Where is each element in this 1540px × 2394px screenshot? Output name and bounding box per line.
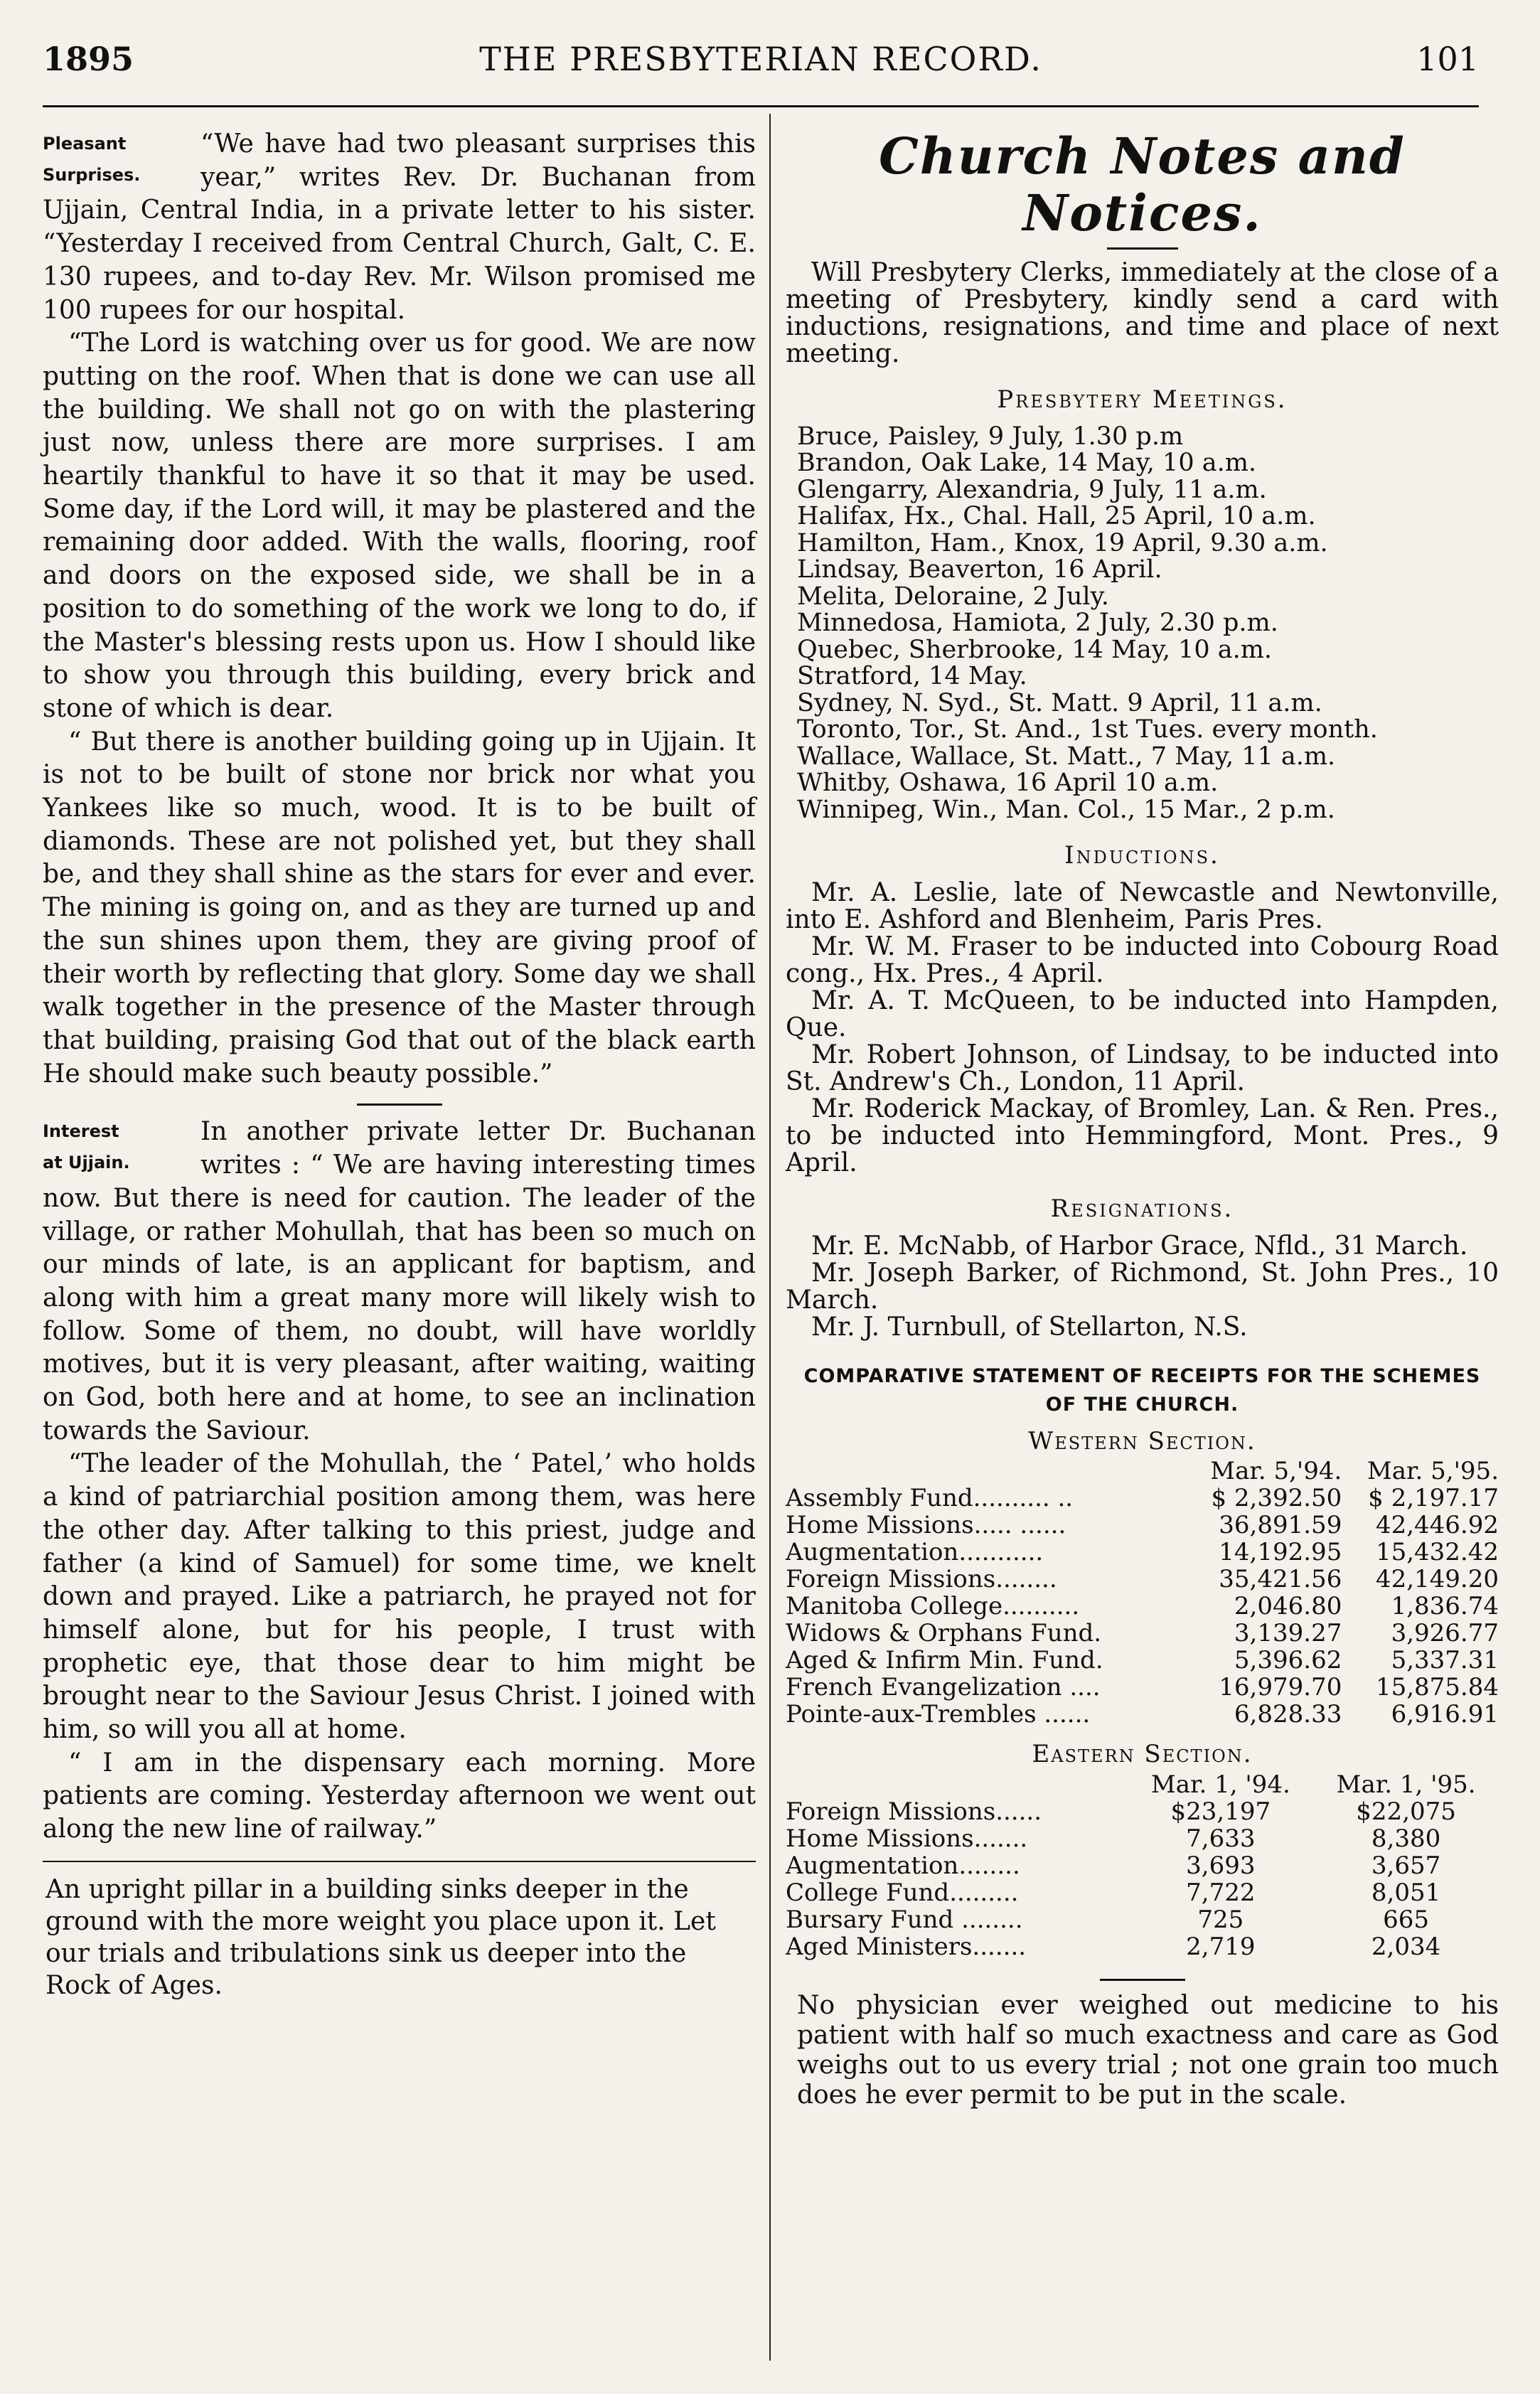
section-title: Church Notes and Notices. xyxy=(879,127,1406,242)
table-row xyxy=(786,1852,1499,1879)
clerks-notice xyxy=(786,260,1499,368)
list-item: Winnipeg, Win., Man. Col., 15 Mar., 2 p.m. xyxy=(797,795,1335,824)
left-column xyxy=(43,128,756,2002)
article-pleasant-surprises xyxy=(43,128,756,327)
page-header xyxy=(43,34,1479,91)
amount-1895: $22,075 xyxy=(1356,1797,1456,1827)
amount-1894: 5,396.62 xyxy=(1234,1646,1342,1675)
fund-name: Bursary Fund ........ xyxy=(786,1906,1023,1935)
amount-1894: 7,722 xyxy=(1186,1879,1256,1908)
amount-1894: 3,693 xyxy=(1186,1851,1256,1881)
column-divider xyxy=(769,114,771,2361)
sidehead-line: Pleasant xyxy=(43,134,127,154)
list-item: Toronto, Tor., St. And., 1st Tues. every month. xyxy=(797,715,1378,744)
western-receipts-table xyxy=(786,1458,1499,1728)
list-item: Glengarry, Alexandria, 9 July, 11 a.m. xyxy=(797,475,1267,504)
amount-1895: 15,875.84 xyxy=(1375,1673,1499,1702)
fund-name: Augmentation........ xyxy=(786,1851,1020,1881)
table-header-cell: Mar. 5,'94. xyxy=(1210,1457,1342,1486)
fund-name: College Fund......... xyxy=(786,1879,1019,1908)
section-rule xyxy=(1100,1979,1185,1981)
amount-1895: 42,446.92 xyxy=(1375,1511,1499,1540)
list-item: Wallace, Wallace, St. Matt., 7 May, 11 a.m. xyxy=(797,742,1336,771)
resignations-heading: Resignations. xyxy=(1050,1194,1234,1223)
paragraph: “The leader of the Mohullah, the ‘ Patel,’ who holds a kind of patriarchial position among them, was here the other day. After talking to this priest, judge and father (a kind of Samuel) for some time, we knelt down and prayed. Like a patriarch, he prayed not for himself alone, but for his people, I trust with prophetic eye, that those dear to him might be brought near to the Saviour Jesus Christ. I joined with him, so will you all at home. xyxy=(43,1449,756,1745)
list-item: Bruce, Paisley, 9 July, 1.30 p.m xyxy=(797,422,1184,451)
meetings-heading: Presbytery Meetings. xyxy=(997,385,1288,414)
sidehead-pleasant-surprises xyxy=(43,128,192,191)
table-row xyxy=(786,1879,1499,1906)
section-rule xyxy=(357,1104,442,1106)
table-row xyxy=(786,1620,1499,1647)
page-year: 1895 xyxy=(43,40,134,78)
page-number: 101 xyxy=(1416,40,1479,78)
inductions-list xyxy=(786,877,1499,1177)
list-item: Stratford, 14 May. xyxy=(797,662,1027,691)
fund-name: Aged & Infirm Min. Fund. xyxy=(786,1646,1103,1675)
sidehead-line: at Ujjain. xyxy=(43,1153,130,1173)
list-item: Brandon, Oak Lake, 14 May, 10 a.m. xyxy=(797,449,1257,478)
table-header-cell xyxy=(786,1771,1128,1798)
amount-1894: $ 2,392.50 xyxy=(1211,1484,1342,1513)
fund-name: Foreign Missions........ xyxy=(786,1565,1057,1594)
list-item: Quebec, Sherbrooke, 14 May, 10 a.m. xyxy=(797,635,1273,664)
amount-1894: 6,828.33 xyxy=(1234,1700,1342,1729)
fund-name: Home Missions..... ...... xyxy=(786,1511,1066,1540)
sidehead-interest-at-ujjain xyxy=(43,1116,192,1178)
amount-1895: 15,432.42 xyxy=(1375,1538,1499,1567)
amount-1895: 3,926.77 xyxy=(1391,1619,1499,1648)
header-rule xyxy=(43,105,1479,107)
table-header-cell xyxy=(786,1458,1185,1485)
table-header-cell: Mar. 5,'95. xyxy=(1367,1457,1499,1486)
resignations-list xyxy=(786,1233,1499,1341)
table-row xyxy=(786,1566,1499,1593)
article-interest-at-ujjain xyxy=(43,1116,756,1448)
table-row xyxy=(786,1512,1499,1539)
list-item: Mr. A. T. McQueen, to be inducted into Hampden, Que. xyxy=(786,985,1499,1042)
fund-name: Foreign Missions...... xyxy=(786,1797,1042,1827)
table-row xyxy=(786,1798,1499,1825)
right-column xyxy=(786,128,1499,2110)
list-item: Halifax, Hx., Chal. Hall, 25 April, 10 a.m. xyxy=(797,502,1316,531)
amount-1895: 1,836.74 xyxy=(1391,1592,1499,1621)
fund-name: Home Missions....... xyxy=(786,1824,1028,1854)
amount-1895: 5,337.31 xyxy=(1391,1646,1499,1675)
table-row xyxy=(786,1701,1499,1728)
table-row xyxy=(786,1593,1499,1620)
eastern-receipts-table xyxy=(786,1771,1499,1960)
list-item: Mr. Joseph Barker, of Richmond, St. John Pres., 10 March. xyxy=(786,1258,1499,1315)
amount-1894: 14,192.95 xyxy=(1219,1538,1342,1567)
paragraph-text: In another private letter Dr. Buchanan writes : “ We are having interesting times now. But there is need for caution. The leader of the village, or rather Mohullah, that has been so much on our minds of late, is an applicant for baptism, and along with him a great many more will likely wish to follow. Some of them, no doubt, will have worldly motives, but it is very pleasant, after waiting, waiting on God, both here and at home, to see an inclination towards the Saviour. xyxy=(43,1117,756,1446)
amount-1895: 665 xyxy=(1383,1906,1430,1935)
amount-1894: 3,139.27 xyxy=(1234,1619,1342,1648)
amount-1894: 7,633 xyxy=(1186,1824,1256,1854)
amount-1894: 36,891.59 xyxy=(1219,1511,1342,1540)
amount-1894: 35,421.56 xyxy=(1219,1565,1342,1594)
amount-1894: 2,046.80 xyxy=(1234,1592,1342,1621)
fund-name: French Evangelization .... xyxy=(786,1673,1101,1702)
title-rule xyxy=(1107,247,1178,250)
table-header-cell: Mar. 1, '94. xyxy=(1150,1770,1290,1800)
amount-1895: 42,149.20 xyxy=(1375,1565,1499,1594)
amount-1895: 8,051 xyxy=(1371,1879,1441,1908)
table-row xyxy=(786,1825,1499,1852)
meetings-list xyxy=(786,424,1499,824)
list-item: Lindsay, Beaverton, 16 April. xyxy=(797,555,1162,584)
paragraph: “The Lord is watching over us for good. We are now putting on the roof. When that is done we can use all the building. We shall not go on with the plastering just now, unless there are more surprises. I am heartily thankful to have it so that it may be used. Some day, if the Lord will, it may be plastered and the remaining door added. With the walls, flooring, roof and doors on the exposed side, we shall be in a position to do something of the work we long to do, if the Master's blessing rests upon us. How I should like to show you through this building, every brick and stone of which is dear. xyxy=(43,328,756,723)
table-row xyxy=(786,1647,1499,1674)
journal-title: THE PRESBYTERIAN RECORD. xyxy=(479,40,1042,78)
table-header-cell: Mar. 1, '95. xyxy=(1336,1770,1476,1800)
eastern-section-heading: Eastern Section. xyxy=(1032,1740,1253,1769)
paragraph: “ But there is another building going up in Ujjain. It is not to be built of stone nor brick nor what you Yankees like so much, wood. It is to be built of diamonds. These are not polished yet, but they shall be, and they shall shine as the stars for ever and ever. The mining is going on, and as they are turned up and the sun shines upon them, they are giving proof of their worth by reflecting that glory. Some day we shall walk together in the presence of the Master through that building, praising God that out of the black earth He should make such beauty possible.” xyxy=(43,727,756,1089)
amount-1894: 16,979.70 xyxy=(1219,1673,1342,1702)
list-item: Melita, Deloraine, 2 July. xyxy=(797,582,1109,611)
list-item: Minnedosa, Hamiota, 2 July, 2.30 p.m. xyxy=(797,609,1278,638)
amount-1895: 6,916.91 xyxy=(1391,1700,1499,1729)
fund-name: Aged Ministers....... xyxy=(786,1933,1027,1962)
list-item: Mr. A. Leslie, late of Newcastle and Newtonville, into E. Ashford and Blenheim, Paris Pres. xyxy=(786,877,1499,934)
table-row xyxy=(786,1485,1499,1512)
fund-name: Manitoba College.......... xyxy=(786,1592,1080,1621)
sidehead-line: Surprises. xyxy=(43,165,141,185)
epigram-right: No physician ever weighed out medicine to his patient with half so much exactness and care as God weighs out to us every trial ; not one grain too much does he ever permit to be put in the scale. xyxy=(797,1991,1499,2110)
list-item: Mr. Robert Johnson, of Lindsay, to be inducted into St. Andrew's Ch., London, 11 April. xyxy=(786,1040,1499,1096)
fund-name: Augmentation........... xyxy=(786,1538,1044,1567)
table-row xyxy=(786,1906,1499,1933)
list-item: Mr. W. M. Fraser to be inducted into Cobourg Road cong., Hx. Pres., 4 April. xyxy=(786,931,1499,988)
list-item: Sydney, N. Syd., St. Matt. 9 April, 11 a.m. xyxy=(797,688,1322,717)
table-row xyxy=(786,1933,1499,1960)
western-section-heading: Western Section. xyxy=(1028,1426,1256,1455)
list-item: Whitby, Oshawa, 16 April 10 a.m. xyxy=(797,769,1219,798)
list-item: Mr. J. Turnbull, of Stellarton, N.S. xyxy=(811,1312,1248,1342)
list-item: Mr. E. McNabb, of Harbor Grace, Nfld., 31 March. xyxy=(811,1231,1468,1261)
amount-1894: 725 xyxy=(1197,1906,1244,1935)
statement-title: COMPARATIVE STATEMENT OF RECEIPTS FOR THE SCHEMES OF THE CHURCH. xyxy=(803,1364,1481,1416)
table-header-row xyxy=(786,1458,1499,1485)
amount-1894: 2,719 xyxy=(1186,1933,1256,1962)
epigram-left: An upright pillar in a building sinks deeper in the ground with the more weight you place upon it. Let our trials and tribulations sink us deeper into the Rock of Ages. xyxy=(46,1874,716,2000)
amount-1894: $23,197 xyxy=(1170,1797,1271,1827)
sidehead-line: Interest xyxy=(43,1121,119,1142)
paragraph-text: “We have had two pleasant surprises this year,” writes Rev. Dr. Buchanan from Ujjain, Central India, in a private letter to his sister. “Yesterday I received from Central Church, Galt, C. E. 130 rupees, and to-day Rev. Mr. Wilson promised me 100 rupees for our hospital. xyxy=(43,129,756,325)
paragraph: “ I am in the dispensary each morning. More patients are coming. Yesterday afternoon we went out along the new line of railway.” xyxy=(43,1748,756,1844)
table-row xyxy=(786,1539,1499,1566)
inductions-heading: Inductions. xyxy=(1064,841,1220,870)
section-rule xyxy=(43,1861,756,1862)
fund-name: Pointe-aux-Trembles ...... xyxy=(786,1700,1091,1729)
amount-1895: 8,380 xyxy=(1371,1824,1441,1854)
table-row xyxy=(786,1674,1499,1701)
notice-text: Will Presbytery Clerks, immediately at the close of a meeting of Presbytery, kindly send a card with inductions, resignations, and time and place of next meeting. xyxy=(786,258,1499,368)
amount-1895: 2,034 xyxy=(1371,1933,1441,1962)
amount-1895: $ 2,197.17 xyxy=(1368,1484,1499,1513)
fund-name: Assembly Fund.......... .. xyxy=(786,1484,1074,1513)
table-header-row xyxy=(786,1771,1499,1798)
list-item: Mr. Roderick Mackay, of Bromley, Lan. & Ren. Pres., to be inducted into Hemmingford, Mont. Pres., 9 April. xyxy=(786,1094,1499,1177)
fund-name: Widows & Orphans Fund. xyxy=(786,1619,1102,1648)
amount-1895: 3,657 xyxy=(1371,1851,1441,1881)
list-item: Hamilton, Ham., Knox, 19 April, 9.30 a.m. xyxy=(797,528,1328,557)
